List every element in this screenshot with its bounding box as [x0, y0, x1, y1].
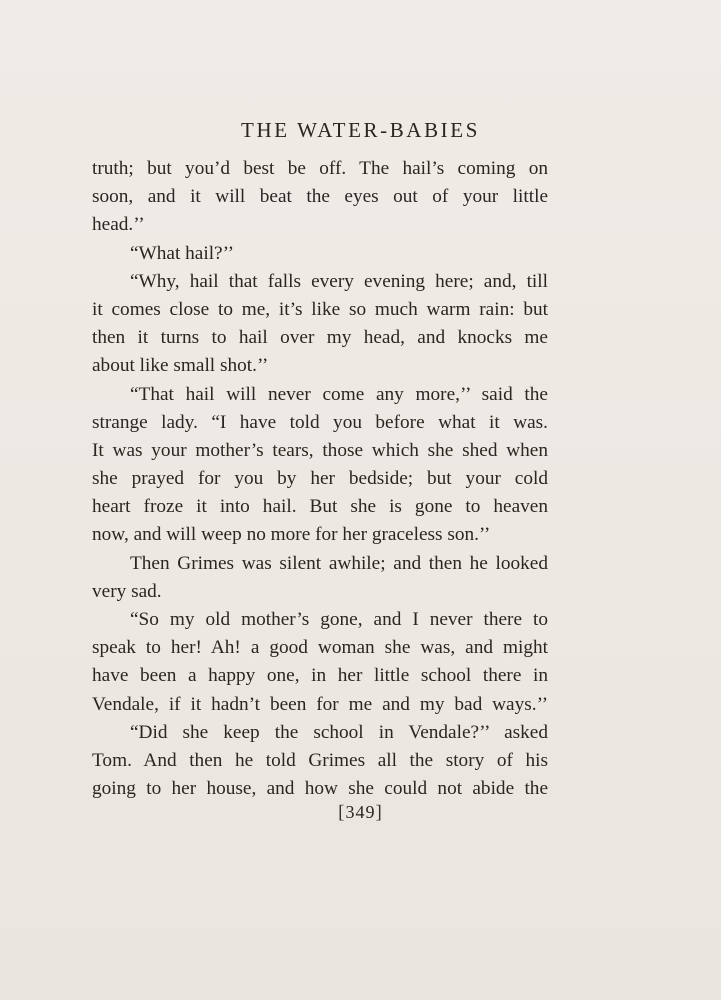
body-text — [92, 155, 548, 803]
text-line: have been a happy one, in her little school there in — [92, 665, 548, 687]
text-line: “What hail?’’ — [130, 242, 235, 264]
text-line: then it turns to hail over my head, and knocks me — [92, 327, 548, 349]
folio-open-bracket: [ — [338, 802, 346, 823]
text-line: It was your mother’s tears, those which she shed when — [92, 439, 548, 461]
text-line: it comes close to me, it’s like so much warm rain: but — [92, 298, 548, 320]
text-line: head.’’ — [92, 214, 145, 236]
text-line: “Did she keep the school in Vendale?’’ asked — [130, 721, 548, 743]
text-line: going to her house, and how she could not abide the — [92, 778, 548, 800]
text-line: Then Grimes was silent awhile; and then he looked — [130, 552, 548, 574]
text-line: now, and will weep no more for her graceless son.’’ — [92, 524, 491, 546]
folio-close-bracket: ] — [375, 802, 383, 823]
text-line: Tom. And then he told Grimes all the story of his — [92, 749, 548, 771]
text-line: truth; but you’d best be off. The hail’s coming on — [92, 158, 548, 179]
text-line: “Why, hail that falls every evening here; and, till — [130, 270, 548, 292]
text-line: “So my old mother’s gone, and I never there to — [130, 609, 548, 630]
text-line: very sad. — [92, 580, 162, 602]
running-head: THE WATER-BABIES — [241, 118, 480, 142]
text-line: she prayed for you by her bedside; but your cold — [92, 468, 548, 490]
text-line: “That hail will never come any more,’’ said the — [130, 383, 548, 405]
text-line: heart froze it into hail. But she is gone to heaven — [92, 496, 548, 518]
text-line: soon, and it will beat the eyes out of your little — [92, 186, 548, 208]
folio-number: 349 — [345, 802, 376, 822]
text-line: about like small shot.’’ — [92, 355, 269, 377]
text-line: Vendale, if it hadn’t been for me and my bad ways.’’ — [92, 693, 548, 715]
page-number — [0, 802, 721, 824]
text-line: strange lady. “I have told you before what it was. — [92, 411, 548, 433]
text-line: speak to her! Ah! a good woman she was, and might — [92, 637, 548, 659]
